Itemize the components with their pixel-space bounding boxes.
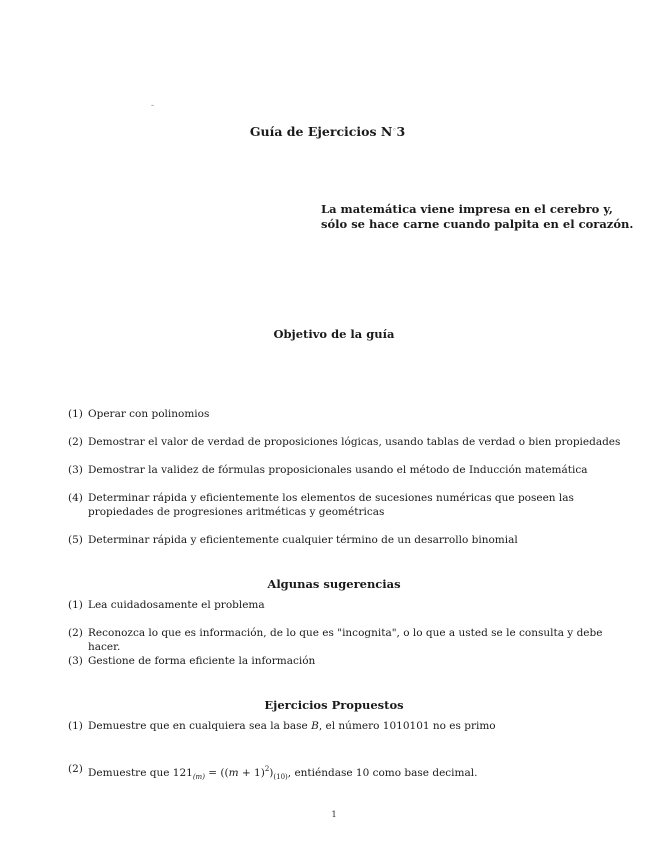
page-number: 1 [331, 810, 337, 819]
sugerencias-heading: Algunas sugerencias [267, 577, 401, 591]
list-item: (2) Demostrar el valor de verdad de proposiciones lógicas, usando tablas de verdad o bien propiedades [68, 436, 621, 448]
list-item: (3) Gestione de forma eficiente la información [68, 655, 316, 667]
list-item: (1) Operar con polinomios [68, 408, 210, 420]
quote-line-1: La matemática viene impresa en el cerebro y, [321, 202, 613, 216]
list-item: (5) Determinar rápida y eficientemente cualquier término de un desarrollo binomial [68, 534, 518, 546]
epigraph-quote [321, 202, 633, 232]
quote-line-2: sólo se hace carne cuando palpita en el corazón. [321, 217, 634, 231]
page-title: Guía de Ejercicios N◦3 [249, 124, 406, 139]
objetivo-heading: Objetivo de la guía [273, 327, 395, 341]
ejercicios-heading: Ejercicios Propuestos [264, 698, 404, 712]
list-item: (4) Determinar rápida y eficientemente los elementos de sucesiones numéricas que poseen las propiedades de progresiones aritméticas y geométricas [68, 492, 574, 518]
exercise-item: (1) Demuestre que en cualquiera sea la base B, el número 1010101 no es primo [68, 720, 496, 732]
stray-mark: - [151, 101, 155, 111]
exercise-item: (2) Demuestre que $121_{(m)} = ((m + 1)^2)_{(10)}$, entiéndase 10 como base decimal. [68, 763, 478, 781]
list-item: (2) Reconozca lo que es información, de lo que es "incognita", o lo que a usted se le consulta y debe hacer. [68, 627, 603, 653]
list-item: (1) Lea cuidadosamente el problema [68, 599, 265, 611]
list-item: (3) Demostrar la validez de fórmulas proposicionales usando el método de Inducción matemática [68, 464, 588, 476]
